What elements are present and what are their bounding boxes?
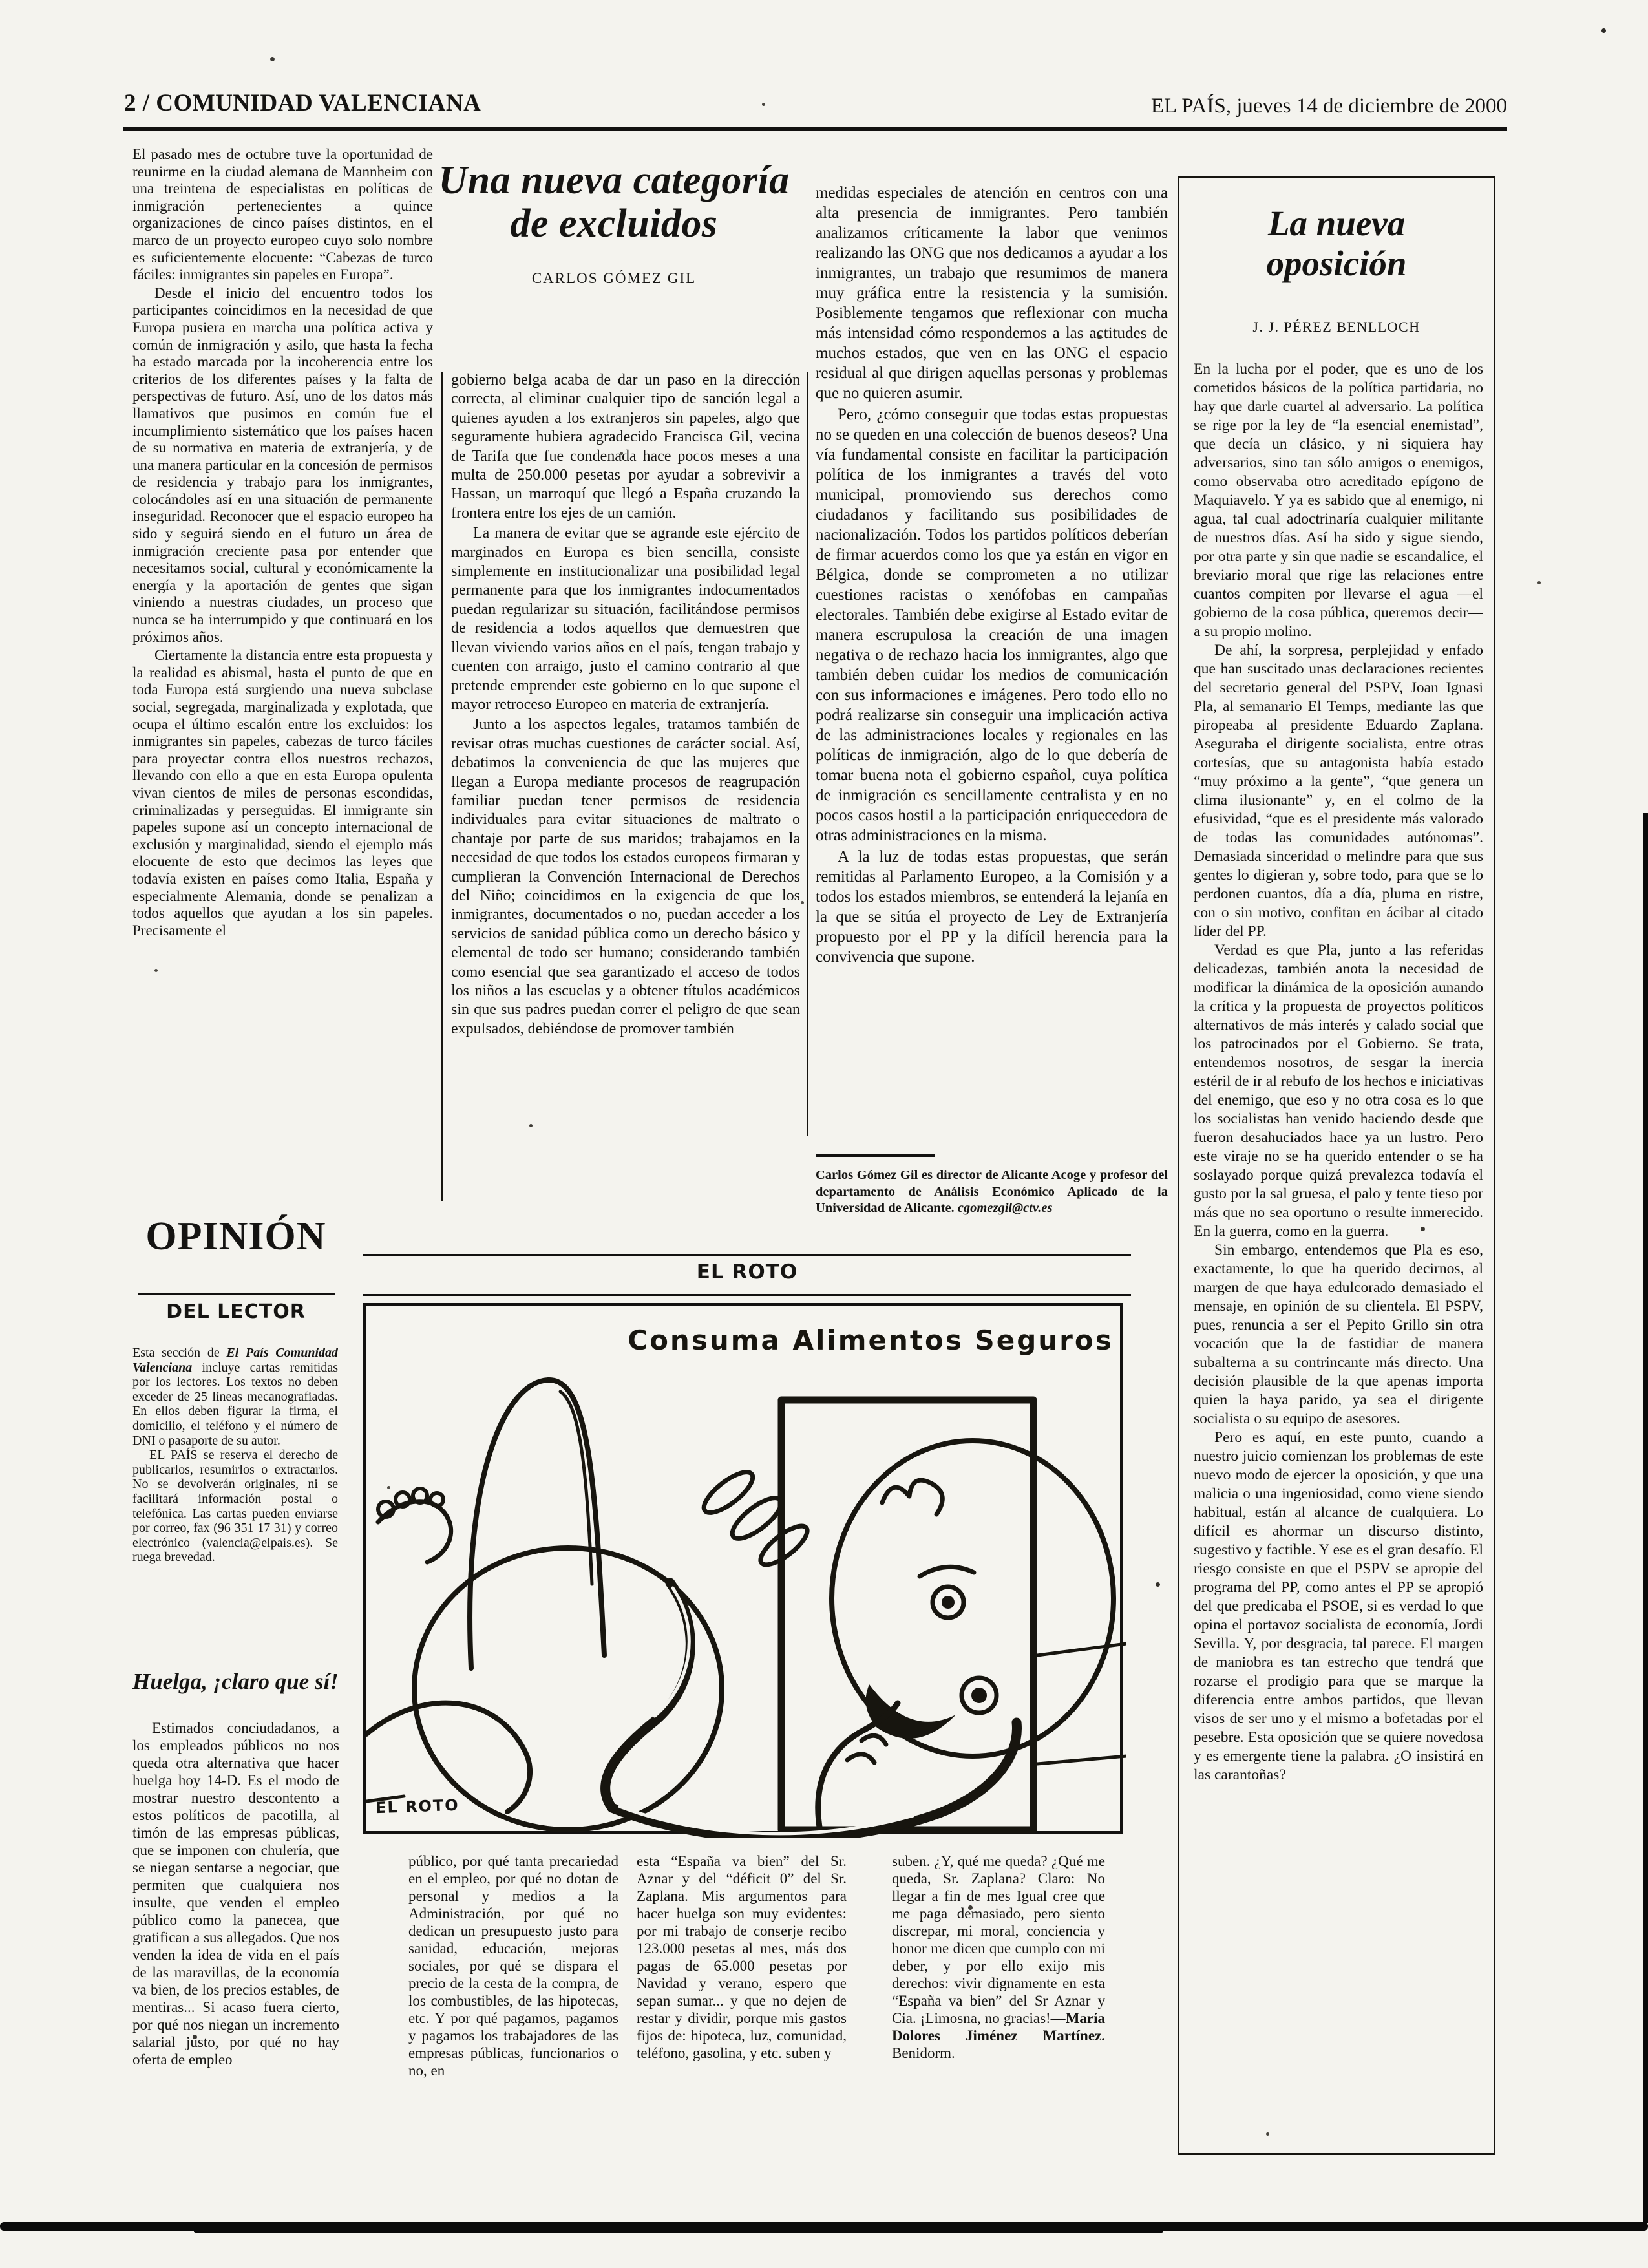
cartoon-header-rule-bottom	[363, 1294, 1131, 1296]
paragraph: De ahí, la sorpresa, perplejidad y enfado que han suscitado unas declaraciones recientes del secretario general del PSPV, Joan Ignasi Pla, al semanario El Temps, mediante las que piropeaba al presidente Eduardo Zaplana. Aseguraba el dirigente socialista, entre otras cortesías, que su antagonista había estado “muy próximo a la gente”, “que genera un clima ilusionante” y, en el colmo de la efusividad, “que es el presidente más valorado de todas las comunidades autónomas”. Demasiada sinceridad o melindre para que sus gentes lo digieran y, sobre todo, para que se lo perdonen cuantos, día a día, pluma en ristre, con o sin motivo, confitan en ácibar al citado líder del PP.	[1194, 642, 1483, 940]
reader-guidelines	[132, 1346, 338, 1661]
paragraph: medidas especiales de atención en centros con una alta presencia de inmigrantes. Pero también analizamos críticamente la labor que venimos realizando las ONG que nos dedicamos a ayudar a los inmigrantes, un trabajo que resumimos de manera muy gráfica entre la resistencia y la sumisión. Posiblemente tengamos que reflexionar con mucha más intensidad cómo respondemos a las actitudes de muchos estados, que ven en las ONG el espacio residual al que dirigen aquellas personas y problemas que no quieren asumir.	[816, 184, 1168, 402]
reader-opinion-subtitle: DEL LECTOR	[166, 1300, 306, 1323]
paragraph	[132, 1346, 338, 1448]
guidelines-text: incluye cartas remitidas por los lectores. Los textos no deben exceder de 25 líneas mecanografiadas. En ellos deben figurar la firma, el domicilio, el teléfono y el número de DNI o pasaporte de su autor.	[132, 1360, 338, 1448]
reader-opinion-rule	[138, 1293, 335, 1295]
letter-text: suben. ¿Y, qué me queda? ¿Qué me queda, Sr. Zaplana? Claro: No llegar a fin de mes Igual cree que me paga demasiado, pero siento discrepar, mi moral, conciencia y honor me dicen que cumplo con mi deber, y por ello exijo mis derechos: vivir dignamente en esta “España va bien” del Sr Aznar y Cia. ¡Limosna, no gracias!—	[892, 1853, 1105, 2026]
scan-artifact-bottom-2	[194, 2230, 1163, 2233]
paragraph: Ciertamente la distancia entre esta propuesta y la realidad es abismal, hasta el punto de que en toda Europa está surgiendo una nueva subclase social, segregada, marginalizada y explotada, que ocupa el último escalón entre los excluidos: los inmigrantes sin papeles, cabezas de turco fáciles para proyectar contra ellos nuestros rechazos, llevando con ello a que en esta Europa opulenta vivan cientos de miles de personas escondidas, criminalizadas y perseguidas. El inmigrante sin papeles supone así un concepto internacional de exclusión y marginalidad, siendo el ejemplo más elocuente de esto que decimos las leyes que todavía existen en países como Italia, España y especialmente Alemania, donde se penalizan a todos aquellos que ayudan a los sin papeles. Precisamente el	[132, 647, 433, 938]
paragraph: A la luz de todas estas propuestas, que serán remitidas al Parlamento Europeo, a la Comisión y a todos los estados miembros, se entenderá la lejanía en la que se sitúa el proyecto de Ley de Extranjería propuesto por el PP y la difícil herencia para la convivencia que supone.	[816, 848, 1168, 966]
cartoon-illustration	[366, 1306, 1126, 1838]
paragraph: Sin embargo, entendemos que Pla es eso, exactamente, lo que ha querido decirnos, al margen de que haya edulcorado demasiado el mensaje, en opinión de su clientela. El PSPV, pues, renuncia a ser el Pepito Grillo sin otra vocación que la de fastidiar de manera subalterna a su contrincante más directo. Una decisión plausible de la que apenas importa quien la haya parido, ya sea el dirigente socialista o su equipo de asesores.	[1194, 1242, 1483, 1427]
letter-column-1	[132, 1719, 339, 2156]
bio-rule	[816, 1154, 935, 1157]
letter-column-2	[408, 1852, 618, 2156]
article-column-3	[816, 183, 1168, 1136]
paragraph: esta “España va bien” del Sr. Aznar y del “déficit 0” del Sr. Zaplana. Mis argumentos para hacer huelga son muy evidentes: por mi trabajo de conserje recibo 123.000 pesetas al mes, más dos pagas de 65.000 pesetas por Navidad y verano, espero que sepan sumar... y que no dejen de restar y dividir, porque mis gastos fijos de: hipoteca, luz, comunidad, teléfono, gasolina, y etc. suben y	[637, 1853, 847, 2061]
article-byline: CARLOS GÓMEZ GIL	[531, 270, 697, 286]
opinion-title-line-2: oposición	[1266, 244, 1407, 283]
paragraph: EL PAÍS se reserva el derecho de publicarlos, resumirlos o extractarlos. No se devolverán originales, ni se facilitará información postal o telefónica. Las cartas pueden enviarse por correo, fax (96 351 17 31) y correo electrónico (valencia@elpais.es). Se ruega brevedad.	[132, 1448, 338, 1565]
article-column-2	[451, 371, 800, 1203]
paragraph: Estimados conciudadanos, a los empleados públicos no nos queda otra alternativa que hacer huelga hoy 14-D. Es el modo de mostrar nuestro descontento a estos políticos de pacotilla, al timón de las empresas públicas, que se imponen con chulería, que se niegan sentarse a negociar, que permiten que cualquiera nos insulte, que venden el empleo público como la panecea, que gratifican a sus allegados. Que nos venden la idea de vida en el país de las maravillas, de la economía va bien, de los precios estables, de mentiras... Si acaso fuera cierto, por qué nos niegan un incremento salarial justo, por qué no hay oferta de empleo	[132, 1720, 339, 2068]
scan-artifact-right-edge	[1643, 813, 1648, 2223]
paragraph: Pero, ¿cómo conseguir que todas estas propuestas no se queden en una colección de buenos deseos? Una vía fundamental consiste en facilitar la participación política de los inmigrantes a través del voto municipal, promoviendo sus derechos como ciudadanos y facilitando sus posibilidades de nacionalización. Todos los partidos políticos deberían de firmar acuerdos como los que ya están en vigor en Bélgica, donde se comprometen a no utilizar cuestiones racistas o xenófobas en campañas electorales. También debe exigirse al Estado evitar de manera escrupulosa la creación de una imagen negativa o de rechazo hacia los inmigrantes, algo que también deben cuidar los medios de comunicación con sus informaciones e imágenes. Pero todo ello no podrá realizarse sin conseguir una implicación activa de las administraciones locales y regionales en las políticas de inmigración, algo de lo que debería de tomar buena nota el gobierno español, cuya política de inmigración es sencillamente centralista y en no pocos casos hostil a la participación enriquecedora de otras administraciones en la misma.	[816, 406, 1168, 844]
paper-specks	[0, 0, 2, 2]
guidelines-text: Esta sección de	[132, 1346, 227, 1360]
paragraph: gobierno belga acaba de dar un paso en la dirección correcta, al eliminar cualquier tipo de sanción legal a quienes ayuden a los extranjeros sin papeles, algo que seguramente hubiera agradecido Francisca Gil, vecina de Tarifa que fue condenada hace pocos meses a una multa de 250.000 pesetas por ayudar a sobrevivir a Hassan, un marroquí que llegó a España cruzando la frontera entre los ejes de un camión.	[451, 372, 800, 522]
opinion-article-title	[1179, 204, 1494, 284]
author-bio-text: Carlos Gómez Gil es director de Alicante Acoge y profesor del departamento de Análisis Económico Aplicado de la Universidad de Alicante.	[816, 1168, 1168, 1215]
paragraph: Desde el inicio del encuentro todos los participantes coincidimos en la necesidad de que Europa pusiera en marcha una política activa y común de inmigración y asilo, que hasta la fecha ha estado marcada por la incoherencia entre los criterios de los diferentes países y la falta de perspectivas de futuro. Así, uno de los datos más llamativos que pusimos en común fue el incumplimiento sistemático que los países hacen de su normativa en materia de extranjería, y de una manera particular en la concesión de permisos de residencia y trabajo para los inmigrantes, colocándoles así en una situación de permanente inseguridad. Reconocer que el espacio europeo ha sido y seguirá siendo en el futuro un área de inmigración creciente pasa por entender que necesitamos social, cultural y económicamente la energía y la aportación de gentes que sigan viniendo a nuestras ciudades, un proceso que nunca se ha interrumpido y que continuará en los próximos años.	[132, 284, 433, 645]
article-headline-block	[427, 159, 801, 287]
paragraph: público, por qué tanta precariedad en el empleo, por qué no dotan de personal y medios a la Administración, por qué no dedican un presupuesto justo para sanidad, educación, mejoras sociales, por qué se dispara el precio de la cesta de la compra, de los combustibles, de las hipotecas, etc. Y por qué pagamos, pagamos y pagamos los trabajadores de las empresas públicas, funcionarios o no, en	[408, 1853, 618, 2079]
letter-city: Benidorm.	[892, 2045, 955, 2061]
cartoon-header-rule-top	[363, 1254, 1131, 1256]
opinion-title-line-1: La nueva	[1267, 204, 1406, 243]
letter-column-4	[892, 1852, 1105, 2156]
author-email: cgomezgil@ctv.es	[957, 1201, 1053, 1215]
header-rule	[123, 127, 1507, 131]
author-bio	[816, 1167, 1168, 1217]
headline-line-2: de excluidos	[510, 202, 718, 246]
reader-opinion-title: OPINIÓN	[145, 1214, 326, 1258]
cartoon-label: EL ROTO	[696, 1260, 798, 1284]
article-headline	[427, 159, 801, 246]
column-divider	[441, 372, 443, 1201]
opinion-article-byline: J. J. PÉREZ BENLLOCH	[1252, 319, 1421, 335]
article-column-1	[132, 146, 433, 1203]
paragraph: La manera de evitar que se agrande este ejército de marginados en Europa es bien sencilla, consiste simplemente en institucionalizar una posibilidad legal permanente para que los inmigrantes indocumentados puedan regularizar su situación, facilitándose permisos de residencia a todos aquellos que demuestren que llevan viviendo varios años en el país, tengan trabajo y cuenten con arraigo, justo el camino contrario al que pretende emprender este gobierno en lo que supone el mayor retroceso Europeo en materia de extranjería.	[451, 525, 800, 713]
masthead-date: EL PAÍS, jueves 14 de diciembre de 2000	[1150, 94, 1507, 118]
paragraph: En la lucha por el poder, que es uno de los cometidos básicos de la política partidaria, no hay que darle cuartel al adversario. La política se rige por la ley de “la esencial enemistad”, que decía un clásico, y ni siquiera hay adversarios, sino tan sólo amigos o enemigos, como observaba otro acreditado epígono de Maquiavelo. Y ya es sabido que al enemigo, ni agua, tal cual adoctrinaría cualquier militante de nuestros días. Así ha sido y sigue siendo, por otra parte y sin que nadie se escandalice, el breviario moral que rige las relaciones entre cuantos compiten por llevarse el agua —el gobierno de la cosa pública, queremos decir— a su propio molino.	[1194, 361, 1483, 640]
letter-signature: María Dolores Jiménez Martínez.	[892, 2010, 1105, 2044]
opinion-article	[1178, 176, 1495, 2155]
paragraph	[892, 1852, 1105, 2062]
cartoon-signature: EL ROTO	[375, 1796, 460, 1818]
cartoon-caption: Consuma Alimentos Seguros	[628, 1324, 1114, 1356]
paragraph: Junto a los aspectos legales, tratamos también de revisar otras muchas cuestiones de carácter social. Así, debatimos la conveniencia de que las mujeres que llegan a Europa mediante procesos de reagrupación familiar puedan tener permisos de residencia individuales para evitar situaciones de maltrato o chantaje por parte de sus maridos; trabajamos en la necesidad de que todos los estados europeos firmaran y cumplieran la Convención Internacional de Derechos del Niño; coincidimos en la exigencia de que los inmigrantes, documentados o no, puedan acceder a los servicios de sanidad pública como un derecho básico y elemental de todo ser humano; considerando también como esencial que sea garantizado el acceso de todos los niños a las escuelas y a obtener títulos académicos sin que sus padres puedan correr el peligro de que sean expulsados, debiéndose de promover también	[451, 716, 800, 1037]
section-title: 2 / COMUNIDAD VALENCIANA	[124, 90, 481, 116]
publication-name: El País Comunidad Valenciana	[132, 1346, 338, 1375]
cartoon-box	[363, 1303, 1123, 1834]
column-divider	[807, 372, 808, 1136]
opinion-article-body	[1194, 360, 1483, 2113]
paragraph: El pasado mes de octubre tuve la oportunidad de reunirme en la ciudad alemana de Mannheim con una treintena de especialistas en políticas de inmigración pertenecientes a quince organizaciones de cinco países distintos, en el marco de un proyecto europeo cuyo solo nombre es suficientemente elocuente: “Cabezas de turco fáciles: inmigrantes sin papeles en Europa”.	[132, 146, 433, 283]
headline-line-1: Una nueva categoría	[438, 158, 790, 202]
paragraph: Verdad es que Pla, junto a las referidas delicadezas, también anota la necesidad de modificar la dinámica de la oposición aunando la crítica y la propuesta de proyectos políticos alternativos de más interés y calado social que los patrocinados por el Gobierno. Se trata, entendemos nosotros, de sesgar la inercia estéril de ir al rebufo de los hechos e iniciativas del enemigo, que eso y no otra cosa es lo que los socialistas han venido haciendo desde que fueron desahuciados hace ya un lustro. Pero este viraje no se ha querido entender o se ha soslayado porque quizá prevalezca todavía el gusto por la sal gruesa, el palo y tente tieso por más que no sea oportuno o resulte inmerecido. En la guerra, como en la guerra.	[1194, 942, 1483, 1240]
letter-column-3	[637, 1852, 847, 2156]
paragraph: Pero es aquí, en este punto, cuando a nuestro juicio comienzan los problemas de este nuevo modo de ejercer la oposición, y que una malicia o una ingeniosidad, como viene siendo habitual, están al alcance de cualquiera. Lo difícil es ahormar un discurso distinto, sugestivo y factible. Y ese es el gran desafío. El riesgo consiste en que el PSPV se apropie del programa del PP, como antes el PP se apropió del que predicaba el PSOE, si es verdad lo que opina el portavoz socialista de economía, Jordi Sevilla. Y, por desgracia, tal parece. El margen de maniobra es tan estrecho que tendrá que rozarse el prodigio para que se marque la diferencia entre ambos partidos, que llevan visos de ser uno y el mismo a bofetadas por el pesebre. Esta oposición que se quiere novedosa y es emergente tiene la palabra. ¿O insistirá en las carantoñas?	[1194, 1429, 1483, 1783]
letter-title: Huelga, ¡claro que sí!	[132, 1669, 339, 1694]
